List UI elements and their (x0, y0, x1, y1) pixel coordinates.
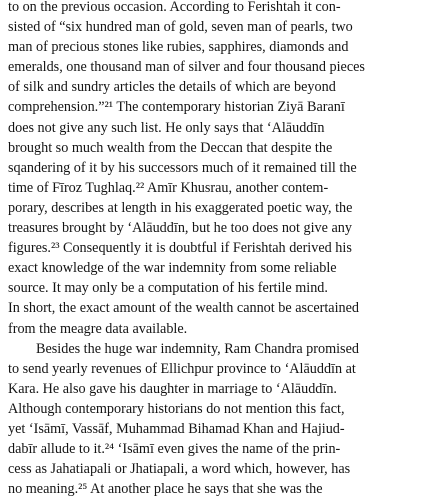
text-line: emeralds, one thousand man of silver and four thousand pieces (8, 59, 365, 76)
text-line: comprehension.”²¹ The contemporary historian Ziyā Baranī (8, 99, 345, 116)
text-line: yet ‘Isāmī, Vassāf, Muhammad Bihamad Khan and Hajiud- (8, 420, 345, 437)
text-line: Although contemporary historians do not mention this fact, (8, 400, 345, 417)
text-line: no meaning.²⁵ At another place he says that she was the (8, 481, 323, 498)
text-line: to on the previous occasion. According to Ferishtah it con- (8, 0, 341, 15)
text-line: man of precious stones like rubies, sapphires, diamonds and (8, 39, 349, 56)
text-line: to send yearly revenues of Ellichpur province to ‘Alāuddīn at (8, 360, 356, 377)
text-line: source. It may only be a computation of his fertile mind. (8, 280, 328, 297)
text-line: exact knowledge of the war indemnity from some reliable (8, 260, 337, 277)
text-line: In short, the exact amount of the wealth cannot be ascertained (8, 300, 360, 317)
text-line: cess as Jahatiapali or Jhatiapali, a word which, however, has (8, 461, 351, 478)
text-line: Kara. He also gave his daughter in marriage to ‘Alāuddīn. (8, 380, 337, 397)
text-line: from the meagre data available. (8, 320, 188, 337)
text-line: of silk and sundry articles the details of which are beyond (8, 79, 336, 96)
text-line: sqandering of it by his successors much of it remained till the (8, 159, 357, 176)
text-line: Besides the huge war indemnity, Ram Chandra promised (36, 340, 359, 357)
text-line: dabīr allude to it.²⁴ ‘Isāmī even gives the name of the prin- (8, 441, 341, 458)
text-line: porary, describes at length in his exaggerated poetic way, the (8, 199, 353, 216)
text-line: figures.²³ Consequently it is doubtful if Ferishtah derived his (8, 240, 352, 257)
text-line: treasures brought by ‘Alāuddīn, but he too does not give any (8, 220, 352, 237)
text-line: does not give any such list. He only says that ‘Alāuddīn (8, 119, 325, 136)
text-line: brought so much wealth from the Deccan that despite the (8, 139, 333, 156)
text-line: time of Fīroz Tughlaq.²² Amīr Khusrau, another contem- (8, 179, 329, 196)
text-line: sisted of “six hundred man of gold, seven man of pearls, two (8, 19, 353, 36)
